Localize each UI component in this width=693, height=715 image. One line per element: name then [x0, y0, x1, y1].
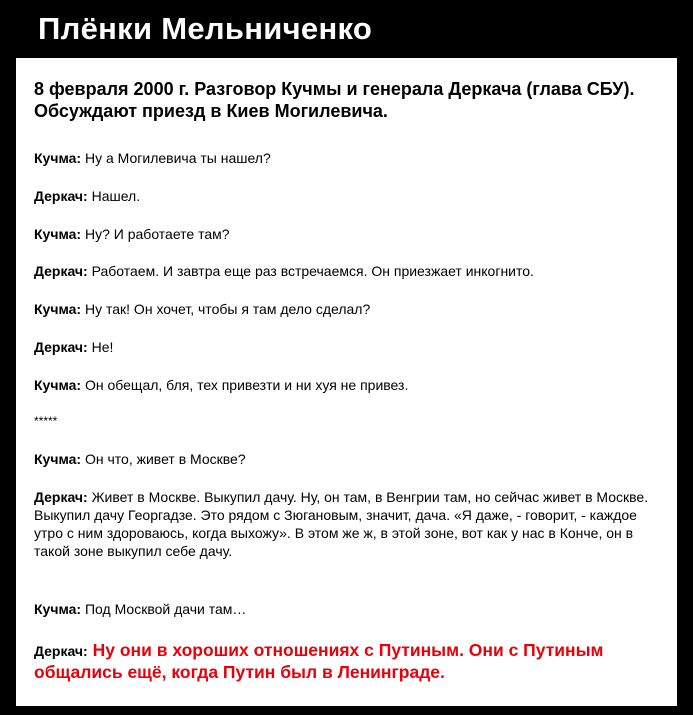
- speaker-label: Кучма:: [34, 451, 82, 467]
- speaker-label: Кучма:: [34, 301, 82, 317]
- line-text: Ну? И работаете там?: [81, 226, 230, 242]
- line-text: Нашел.: [87, 188, 141, 204]
- line-text: Под Москвой дачи там…: [81, 601, 247, 617]
- dialogue-line: [34, 450, 654, 468]
- speaker-label: Кучма:: [34, 377, 82, 393]
- dialogue-line: [34, 300, 654, 318]
- dialogue-line: [34, 262, 654, 280]
- dialogue-line: [34, 338, 654, 356]
- dialogue-line: [34, 376, 654, 394]
- speaker-label: Деркач:: [34, 188, 88, 204]
- line-text: Он обещал, бля, тех привезти и ни хуя не привез.: [81, 377, 409, 393]
- line-text: Ну а Могилевича ты нашел?: [81, 150, 271, 166]
- line-text: Он что, живет в Москве?: [81, 451, 246, 467]
- dialogue-line: [34, 488, 654, 560]
- dialogue-line: [34, 149, 654, 167]
- speaker-label: Кучма:: [34, 150, 82, 166]
- highlighted-quote: Ну они в хороших отношениях с Путиным. Они с Путиным общались ещё, когда Путин был в Ленинграде.: [34, 640, 604, 682]
- speaker-label: Кучма:: [34, 601, 82, 617]
- speaker-label: Деркач:: [34, 489, 88, 505]
- line-text: Ну так! Он хочет, чтобы я там дело сделал?: [81, 301, 371, 317]
- dialogue-line: [34, 600, 654, 618]
- speaker-label: Деркач:: [34, 263, 88, 279]
- transcript-panel: [16, 58, 677, 706]
- dialogue-line: [34, 187, 654, 205]
- speaker-label: Деркач:: [34, 643, 88, 659]
- line-text: Работаем. И завтра еще раз встречаемся. Он приезжает инкогнито.: [87, 263, 534, 279]
- line-text: Живет в Москве. Выкупил дачу. Ну, он там, в Венгрии там, но сейчас живет в Москве. Выкупил дачу Георгадзе. Это рядом с Зюгановым, значит, дача. «Я даже, - говорит, - каждое утро с ним здороваюсь, когда выхожу». В этом же ж, в этой зоне, вот как у нас в Конче, он в такой зоне выкупил себе дачу.: [34, 489, 649, 559]
- page-title: Плёнки Мельниченко: [38, 11, 373, 46]
- header-bar: [0, 0, 693, 58]
- transcript-intro: 8 февраля 2000 г. Разговор Кучмы и генерала Деркача (глава СБУ). Обсуждают приезд в Киев Могилевича.: [34, 79, 635, 121]
- speaker-label: Деркач:: [34, 339, 88, 355]
- speaker-label: Кучма:: [34, 226, 82, 242]
- section-separator: *****: [34, 414, 58, 428]
- dialogue-line: [34, 225, 654, 243]
- dialogue-line: [34, 639, 654, 683]
- line-text: Не!: [87, 339, 114, 355]
